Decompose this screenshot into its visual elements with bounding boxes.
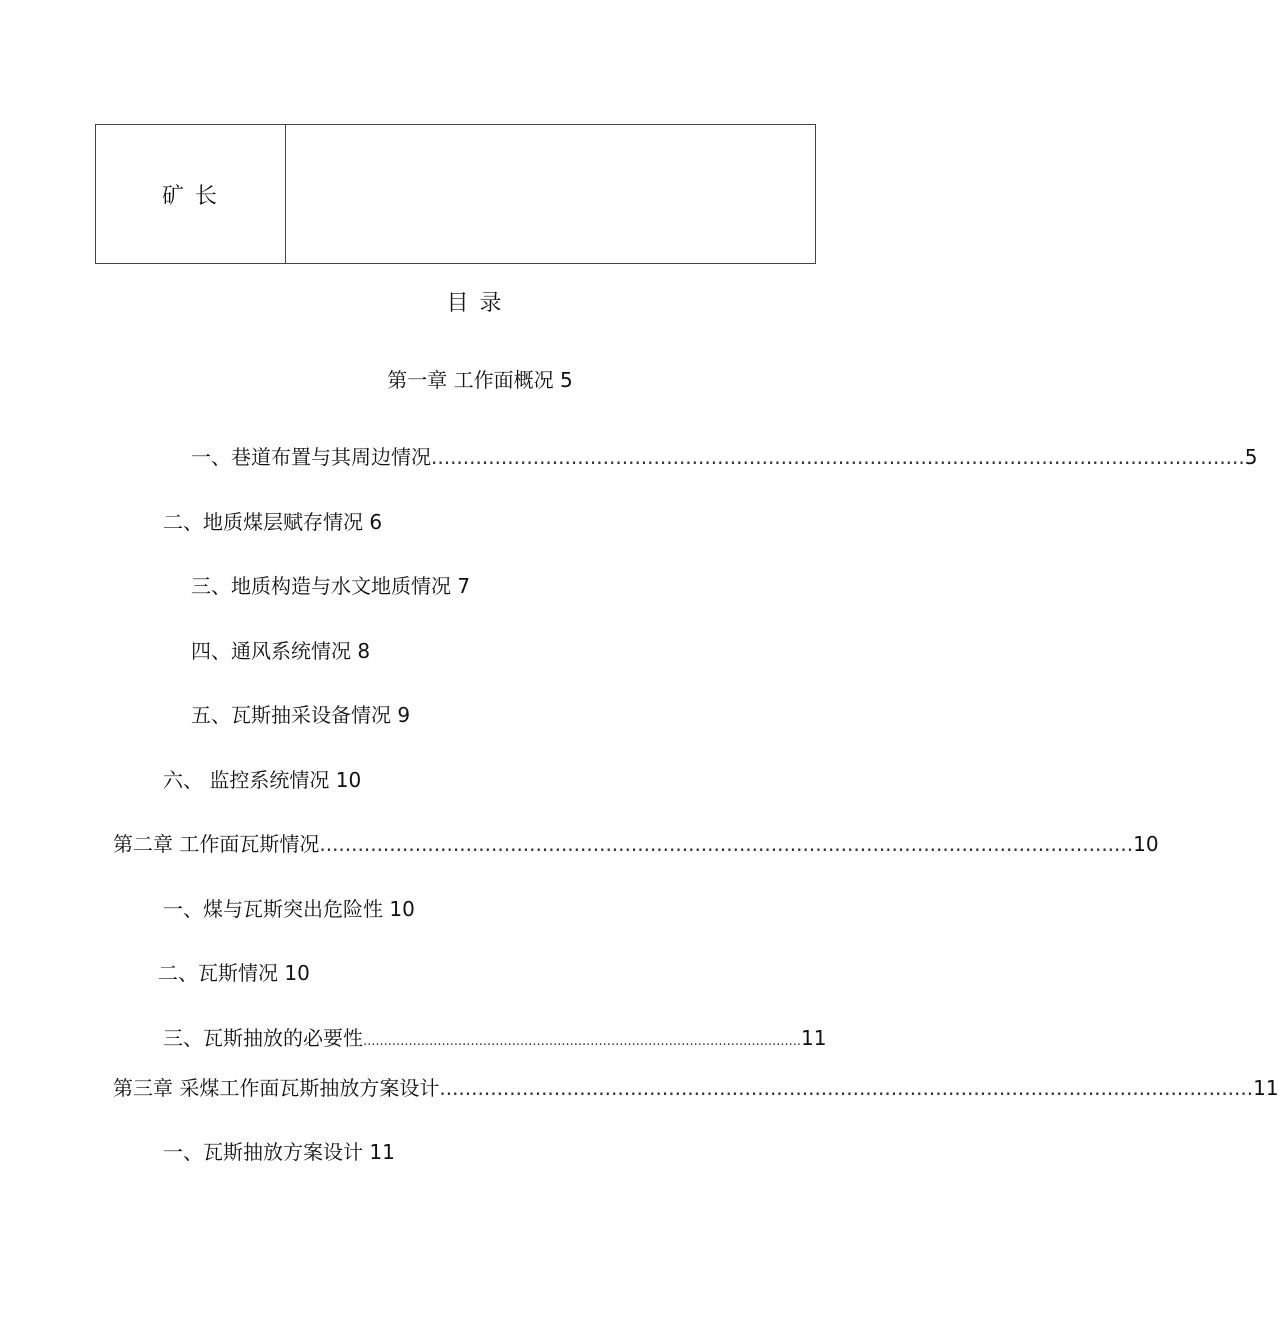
toc-entry-chapter-1[interactable]: 第一章 工作面概况 5 (387, 368, 573, 392)
toc-entry-1-4[interactable]: 四、通风系统情况 8 (191, 639, 371, 663)
toc-entry-1-5[interactable]: 五、瓦斯抽采设备情况 9 (191, 703, 411, 727)
toc-entry-2-2[interactable]: 二、瓦斯情况 10 (158, 961, 310, 985)
toc-entry-text: 第二章 工作面瓦斯情况 (113, 832, 320, 856)
toc-entry-page: 10 (1133, 832, 1159, 856)
toc-dot-leader: .......................................................................................................... (363, 1034, 802, 1049)
signature-table (95, 124, 816, 264)
toc-dot-leader: ................................................................................................................................ (439, 1076, 1254, 1100)
toc-title: 目 录 (446, 291, 504, 316)
toc-entry-chapter-3[interactable] (113, 1074, 1279, 1102)
toc-entry-3-1[interactable]: 一、瓦斯抽放方案设计 11 (163, 1140, 395, 1164)
toc-entry-page: 5 (1244, 445, 1258, 469)
toc-entry-1-6[interactable]: 六、 监控系统情况 10 (163, 768, 362, 792)
toc-dot-leader: ................................................................................................................................ (319, 832, 1134, 856)
toc-entry-1-1[interactable] (191, 443, 1258, 471)
mine-director-label: 矿 长 (96, 125, 286, 264)
toc-dot-leader: ................................................................................................................................ (431, 445, 1245, 469)
toc-entry-text: 一、巷道布置与其周边情况 (191, 445, 431, 469)
toc-entry-text: 第三章 采煤工作面瓦斯抽放方案设计 (113, 1076, 440, 1100)
toc-entry-text: 三、瓦斯抽放的必要性 (163, 1026, 363, 1050)
toc-entry-1-3[interactable]: 三、地质构造与水文地质情况 7 (191, 574, 471, 598)
toc-entry-2-3[interactable] (163, 1024, 827, 1056)
toc-entry-chapter-2[interactable] (113, 830, 1159, 858)
toc-entry-page: 11 (801, 1026, 827, 1050)
mine-director-signature-cell (286, 125, 816, 264)
toc-entry-2-1[interactable]: 一、煤与瓦斯突出危险性 10 (163, 897, 415, 921)
toc-entry-1-2[interactable]: 二、地质煤层赋存情况 6 (163, 510, 383, 534)
toc-entry-page: 11 (1253, 1076, 1279, 1100)
